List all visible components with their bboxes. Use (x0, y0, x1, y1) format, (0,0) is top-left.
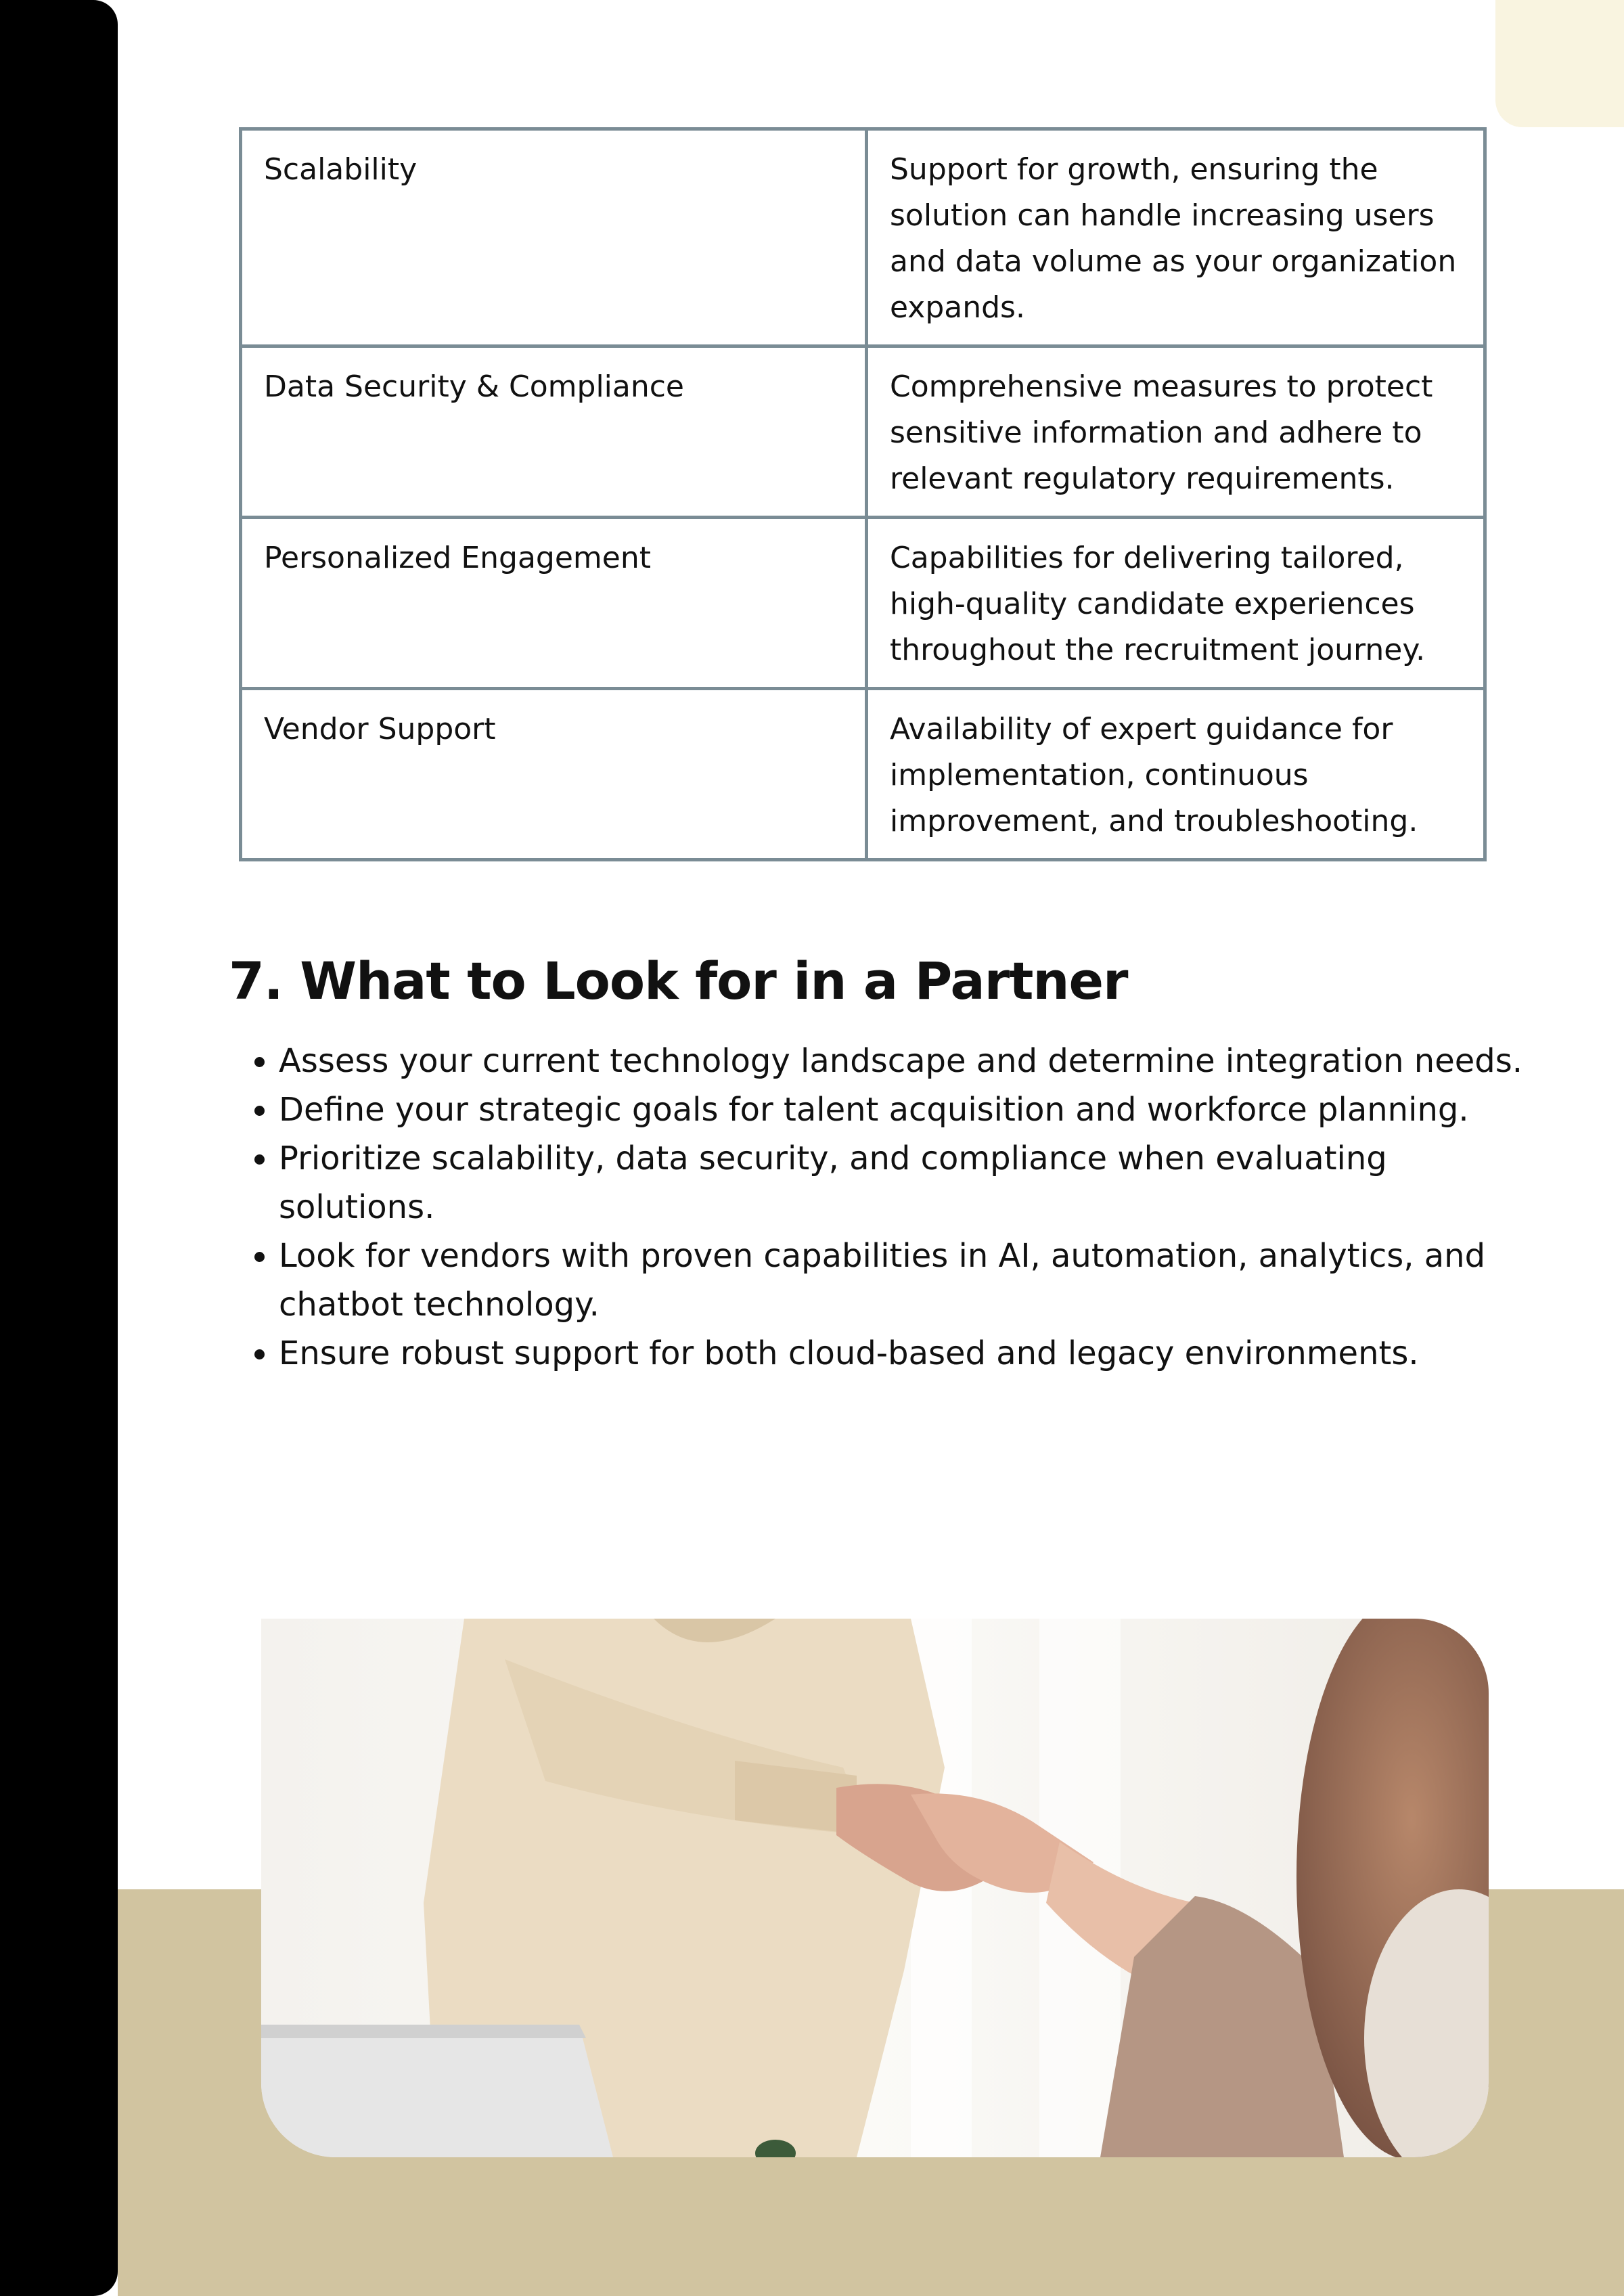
table-cell-description: Availability of expert guidance for implementation, continuous improvement, and troubleshooting. (867, 689, 1485, 860)
list-item: • Assess your current technology landscape and determine integration needs. (279, 1037, 1551, 1085)
table-row (241, 346, 1485, 518)
table-cell-feature: Data Security & Compliance (241, 346, 867, 518)
list-item: • Ensure robust support for both cloud-based and legacy environments. (279, 1329, 1551, 1378)
table-cell-feature: Vendor Support (241, 689, 867, 860)
list-item: • Look for vendors with proven capabilities in AI, automation, analytics, and chatbot technology. (279, 1232, 1551, 1329)
list-item: • Prioritize scalability, data security, and compliance when evaluating solutions. (279, 1134, 1551, 1232)
table-cell-feature: Scalability (241, 129, 867, 346)
table-row (241, 129, 1485, 346)
table-cell-description: Support for growth, ensuring the solution can handle increasing users and data volume as your organization expands. (867, 129, 1485, 346)
table-row (241, 518, 1485, 689)
list-item: • Define your strategic goals for talent acquisition and workforce planning. (279, 1085, 1551, 1134)
table-cell-description: Capabilities for delivering tailored, high-quality candidate experiences throughout the recruitment journey. (867, 518, 1485, 689)
corner-accent (1495, 0, 1624, 127)
section-heading: 7. What to Look for in a Partner (229, 951, 1128, 1011)
table-cell-feature: Personalized Engagement (241, 518, 867, 689)
table-cell-description: Comprehensive measures to protect sensitive information and adhere to relevant regulatory requirements. (867, 346, 1485, 518)
requirements-table (239, 127, 1487, 861)
handshake-photo (261, 1619, 1489, 2157)
handshake-illustration (261, 1619, 1489, 2157)
left-sidebar-bar (0, 0, 118, 2296)
table-row (241, 689, 1485, 860)
partner-criteria-list (229, 1037, 1551, 1378)
